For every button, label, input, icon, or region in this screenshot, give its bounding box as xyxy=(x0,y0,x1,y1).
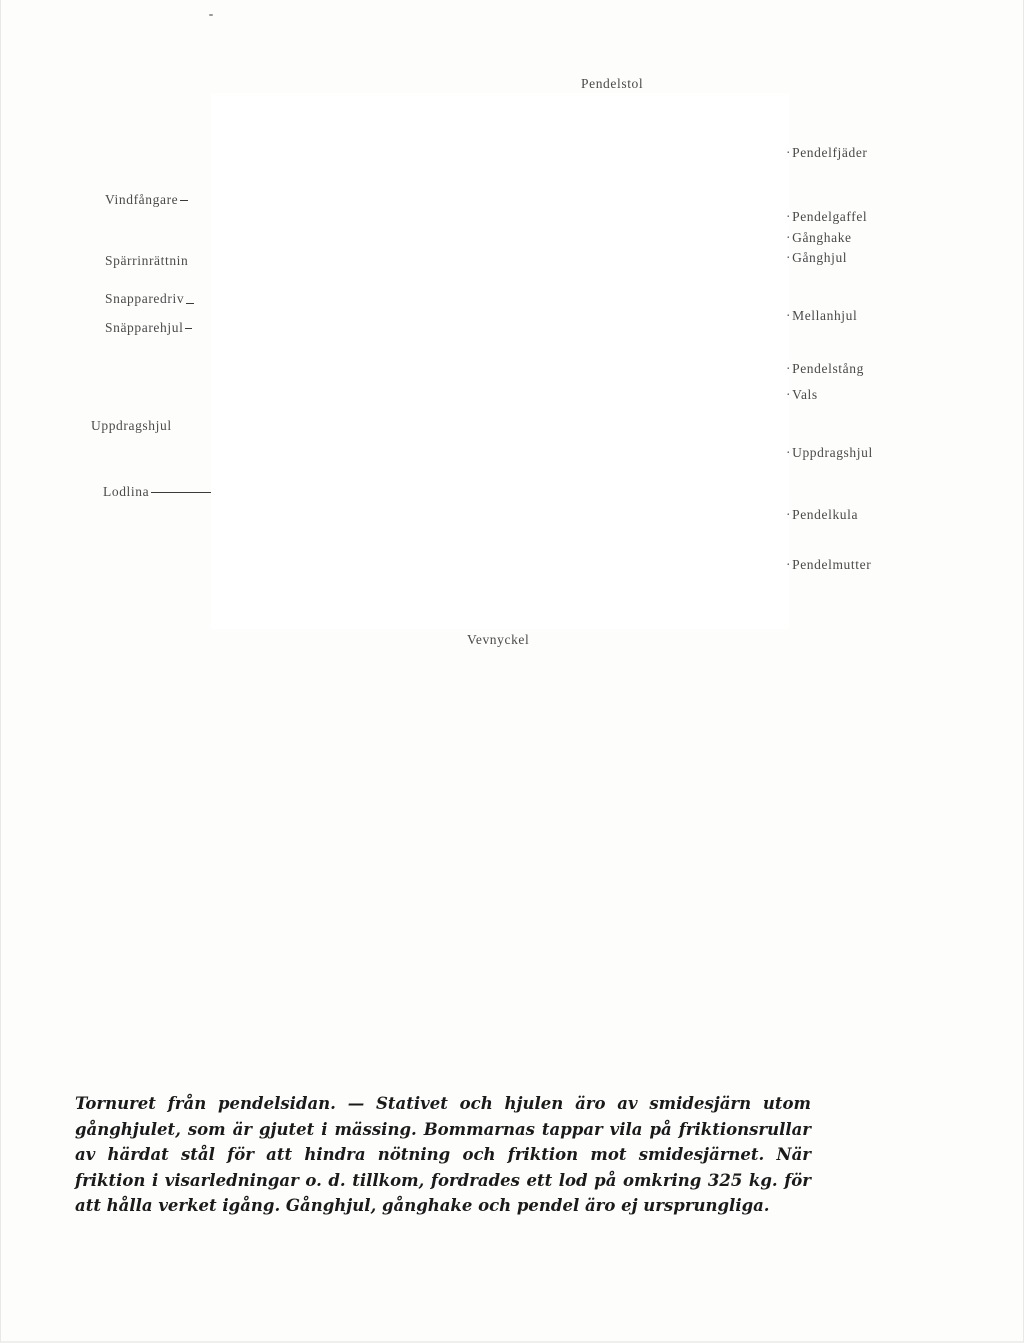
label-pendelstol: Pendelstol xyxy=(581,76,644,91)
label-pendelkula: · Pendelkula xyxy=(786,507,858,523)
label-mellanhjul: · Mellanhjul xyxy=(786,308,857,324)
label-text: Snapparedriv xyxy=(105,291,185,306)
label-pendelfjader: · Pendelfjäder xyxy=(786,145,868,161)
label-text: Snäpparehjul xyxy=(105,320,184,335)
label-vals: · Vals xyxy=(786,387,818,403)
label-uppdragshjul-right: · Uppdragshjul xyxy=(786,445,873,461)
label-ganghake: · Gånghake xyxy=(786,230,852,246)
label-ganghjul: · Gånghjul xyxy=(786,250,847,266)
tower-clock-photo xyxy=(211,93,789,629)
label-snapparehjul xyxy=(105,320,192,336)
figure-caption: Tornuret från pendelsidan. — Stativet och hjulen äro av smidesjärn utom gånghjulet, som är gjutet i mässing. Bommarnas tappar vila på friktionsrullar av härdat stål för att hindra nötning och friktion mot smidesjärnet. När friktion i visarledningar o. d. tillkom, fordrades ett lod på omkring 325 kg. för att hålla verket igång. Gånghjul, gånghake och pendel äro ej ursprungliga. xyxy=(75,1094,811,1216)
label-uppdragshjul-left: Uppdragshjul xyxy=(91,418,172,433)
label-pendelgaffel: · Pendelgaffel xyxy=(786,209,867,225)
label-sparrinrattning: Spärrinrättnin xyxy=(105,253,189,268)
leader-line xyxy=(151,492,211,493)
scan-mark xyxy=(209,14,213,16)
label-vevnyckel: Vevnyckel xyxy=(467,632,530,647)
leader-line xyxy=(186,303,194,304)
label-text: Vindfångare xyxy=(105,192,179,207)
label-lodlina xyxy=(103,484,211,500)
label-pendelmutter: · Pendelmutter xyxy=(786,557,871,573)
leader-line xyxy=(185,328,192,329)
label-vindfangare xyxy=(105,192,188,208)
label-pendelstang: · Pendelstång xyxy=(786,361,864,377)
label-text: Lodlina xyxy=(103,484,150,499)
leader-line xyxy=(180,200,188,201)
label-snapparedriv xyxy=(105,291,194,307)
